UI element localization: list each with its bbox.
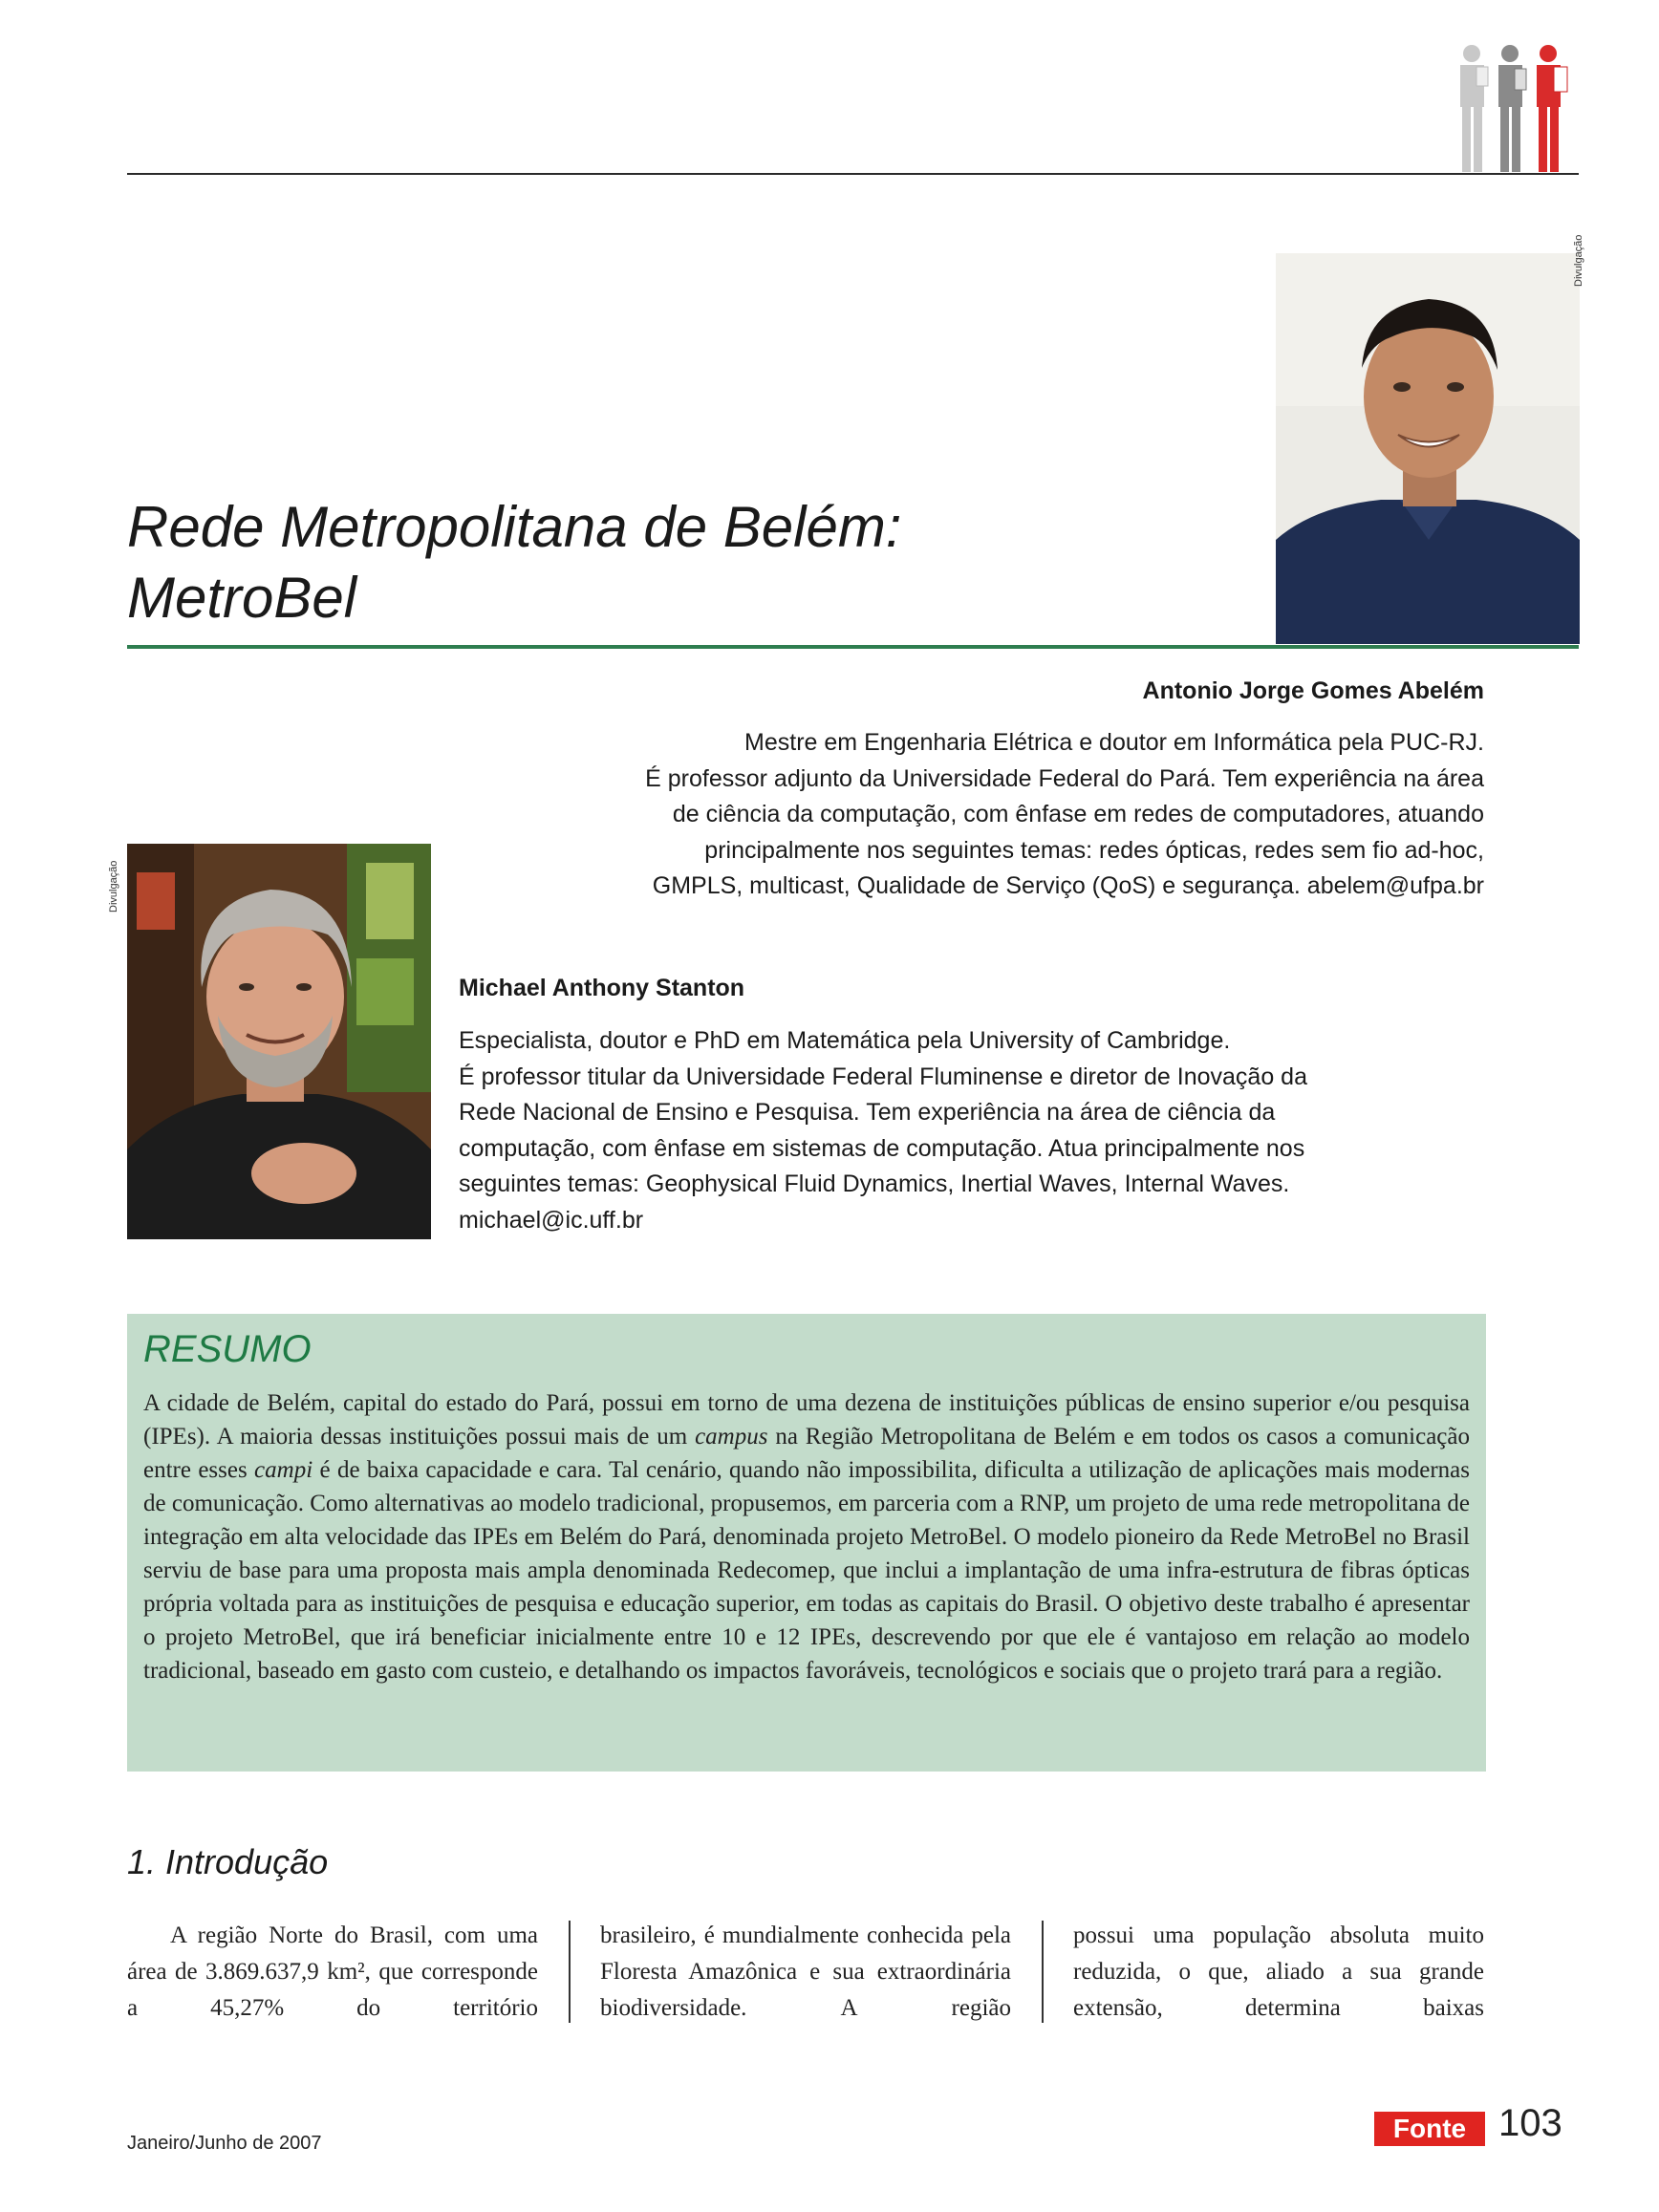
photo2-credit: Divulgação xyxy=(108,860,119,913)
author1-bio-line: de ciência da computação, com ênfase em redes de computadores, atuando xyxy=(672,801,1484,827)
author2-bio-line: michael@ic.uff.br xyxy=(459,1206,644,1234)
author1-bio-line: É professor adjunto da Universidade Federal do Pará. Tem experiência na área xyxy=(645,764,1484,792)
title-line-2: MetroBel xyxy=(127,566,357,630)
author2-bio-line: É professor titular da Universidade Federal Fluminense e diretor de Inovação da xyxy=(459,1063,1307,1090)
author1-bio-line: principalmente nos seguintes temas: redes ópticas, redes sem fio ad-hoc, xyxy=(704,836,1484,864)
abstract-title: RESUMO xyxy=(143,1328,312,1370)
author2-photo xyxy=(127,844,431,1239)
article-title xyxy=(127,492,1226,634)
author1-bio-line: GMPLS, multicast, Qualidade de Serviço (QoS) e segurança. abelem@ufpa.br xyxy=(652,872,1484,899)
intro-column-3: possui uma população absoluta muito reduzida, o que, aliado a sua grande extensão, determina baixas xyxy=(1073,1922,1484,2021)
page-number: 103 xyxy=(1498,2102,1562,2144)
author2-bio-line: computação, com ênfase em sistemas de computação. Atua principalmente nos xyxy=(459,1134,1305,1162)
author2-name: Michael Anthony Stanton xyxy=(459,975,745,1001)
author1-bio-line: Mestre em Engenharia Elétrica e doutor em Informática pela PUC-RJ. xyxy=(744,729,1484,756)
column-divider xyxy=(569,1921,571,2023)
abstract-text-part: na Região Metropolitana de Belém e em todos os casos a comunicação entre esses xyxy=(143,1424,1471,1483)
column-divider xyxy=(1042,1921,1044,2023)
people-logo xyxy=(1453,44,1577,174)
title-green-rule xyxy=(127,645,1579,649)
author2-bio-line: Especialista, doutor e PhD em Matemática pela University of Cambridge. xyxy=(459,1027,1231,1054)
intro-column-2: brasileiro, é mundialmente conhecida pela Floresta Amazônica e sua extraordinária biodiversidade. A região xyxy=(600,1922,1011,2021)
fonte-logo-badge: Fonte xyxy=(1374,2112,1485,2146)
author1-bio xyxy=(478,725,1484,905)
section-heading-introduction: 1. Introdução xyxy=(127,1842,329,1881)
abstract-text-part: é de baixa capacidade e cara. Tal cenário, quando não impossibilita, dificulta a utilização de aplicações mais modernas de comunicação. Como alternativas ao modelo tradicional, propusemos, em parceria com a RNP, um projeto de uma rede metropolitana de integração em alta velocidade das IPEs em Belém do Pará, denominada projeto MetroBel. O modelo pioneiro da Rede MetroBel no Brasil serviu de base para uma proposta mais ampla denominada Redecomep, que inclui a implantação de uma infra-estrutura de fibras ópticas própria voltada para as instituições de pesquisa e educação superior, em todas as capitais do Brasil. O objetivo deste trabalho é apresentar o projeto MetroBel, que irá beneficiar inicialmente entre 10 e 12 IPEs, descrevendo por que ele é vantajoso em relação ao modelo tradicional, baseado em gasto com custeio, e detalhando os impactos favoráveis, tecnológicos e sociais que o projeto trará para a região. xyxy=(143,1457,1470,1684)
intro-column-1: A região Norte do Brasil, com uma área de 3.869.637,9 km², que corresponde a 45,27% do território xyxy=(127,1922,538,2021)
abstract-text xyxy=(143,1386,1470,1687)
footer-date: Janeiro/Junho de 2007 xyxy=(127,2133,322,2154)
author2-bio-line: Rede Nacional de Ensino e Pesquisa. Tem experiência na área de ciência da xyxy=(459,1099,1276,1126)
author1-name: Antonio Jorge Gomes Abelém xyxy=(1142,677,1484,704)
abstract-campi-term: campi xyxy=(254,1457,313,1483)
title-line-1: Rede Metropolitana de Belém: xyxy=(127,495,902,559)
abstract-text-part: A cidade de Belém, capital do estado do Pará, possui em torno de uma dezena de instituições públicas de ensino superior e/ou pesquisa (IPEs). A maioria dessas instituições possui mais de um xyxy=(143,1390,1470,1450)
author2-bio xyxy=(459,1023,1491,1238)
author1-photo xyxy=(1276,253,1580,644)
author2-bio-line: seguintes temas: Geophysical Fluid Dynamics, Inertial Waves, Internal Waves. xyxy=(459,1170,1290,1197)
abstract-campus-term: campus xyxy=(695,1424,768,1450)
top-rule xyxy=(127,173,1579,175)
photo1-credit: Divulgação xyxy=(1573,234,1584,287)
